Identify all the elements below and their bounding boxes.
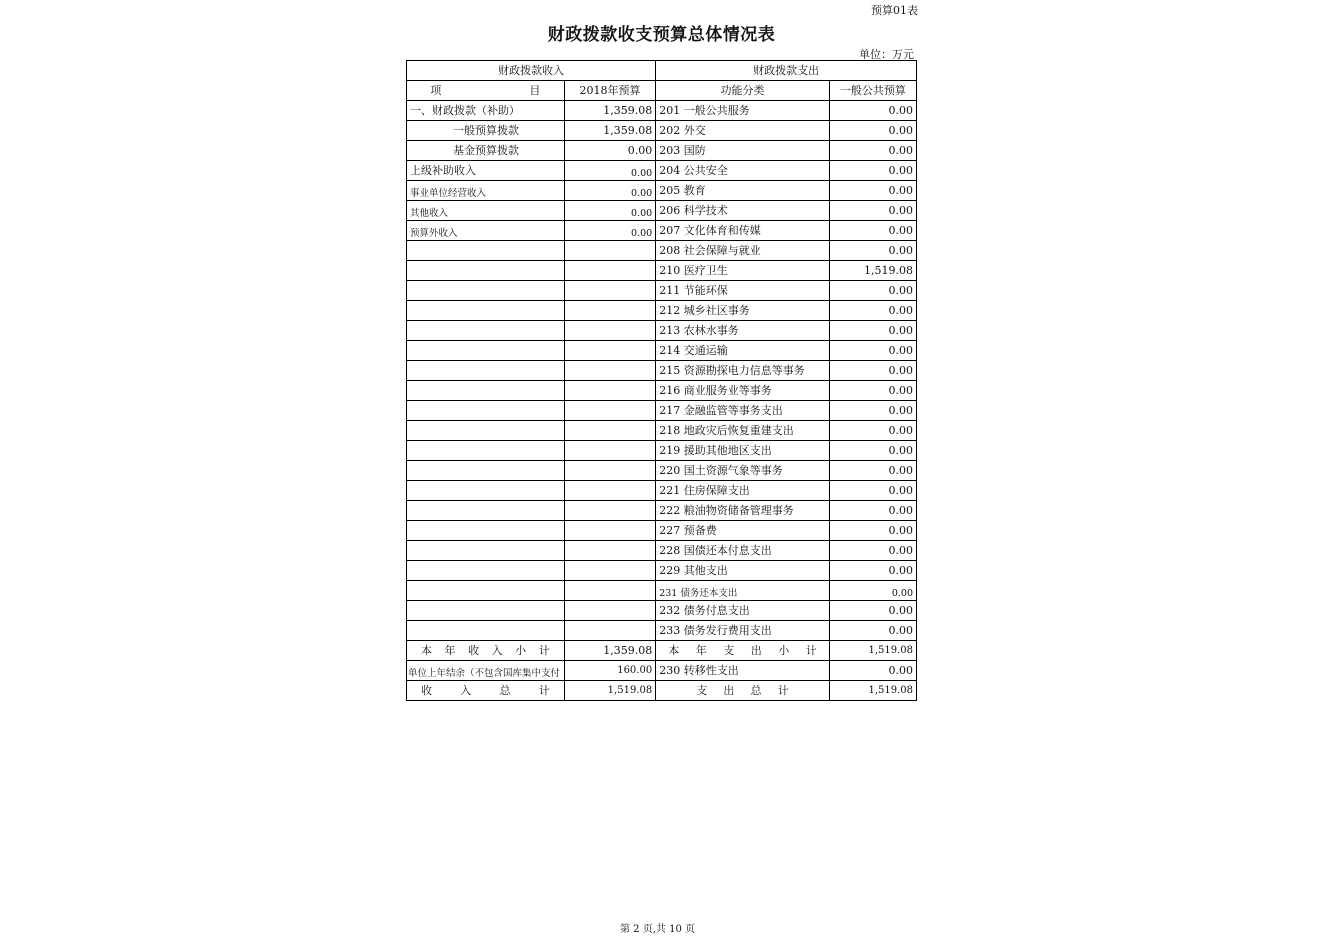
expense-func-cell: 228 国债还本付息支出: [656, 541, 830, 561]
carryover-row: [407, 661, 917, 681]
expense-func-cell: 202 外交: [656, 121, 830, 141]
income-item-cell: [407, 561, 565, 581]
income-item-cell: [407, 341, 565, 361]
expense-func-cell: 214 交通运输: [656, 341, 830, 361]
table-row: [407, 281, 917, 301]
expense-value-cell: 0.00: [829, 121, 916, 141]
income-item-cell: 预算外收入: [407, 221, 565, 241]
expense-func-cell: 233 债务发行费用支出: [656, 621, 830, 641]
expense-func-cell: 204 公共安全: [656, 161, 830, 181]
income-item-cell: [407, 441, 565, 461]
expense-value-cell: 0.00: [829, 141, 916, 161]
income-amount-cell: [564, 361, 655, 381]
income-amount-cell: 1,359.08: [564, 101, 655, 121]
table-row: [407, 521, 917, 541]
expense-value-cell: 0.00: [829, 161, 916, 181]
income-item-cell: [407, 381, 565, 401]
income-amount-cell: [564, 561, 655, 581]
income-amount-cell: [564, 321, 655, 341]
income-amount-cell: [564, 421, 655, 441]
table-row: [407, 361, 917, 381]
expense-func-cell: 216 商业服务业等事务: [656, 381, 830, 401]
income-item-cell: 一、财政拨款（补助）: [407, 101, 565, 121]
page-title: 财政拨款收支预算总体情况表: [547, 25, 776, 45]
expense-value-cell: 0.00: [829, 301, 916, 321]
table-row: [407, 561, 917, 581]
income-amount-cell: [564, 381, 655, 401]
income-subtotal-value: 1,359.08: [564, 641, 655, 661]
expense-value-cell: 0.00: [829, 281, 916, 301]
expense-value-cell: 0.00: [829, 201, 916, 221]
table-row: [407, 181, 917, 201]
expense-value-cell: 0.00: [829, 401, 916, 421]
income-amount-cell: 0.00: [564, 181, 655, 201]
table-row: [407, 501, 917, 521]
income-amount-cell: 0.00: [564, 221, 655, 241]
income-subtotal-label: 本年收入小计: [407, 641, 565, 661]
expense-header: 财政拨款支出: [656, 61, 917, 81]
table-row: [407, 581, 917, 601]
income-item-cell: [407, 541, 565, 561]
income-amount-cell: [564, 241, 655, 261]
income-item-cell: [407, 241, 565, 261]
income-amount-cell: 0.00: [564, 201, 655, 221]
income-item-cell: [407, 421, 565, 441]
expense-func-cell: 232 债务付息支出: [656, 601, 830, 621]
transfer-expense-value: 0.00: [829, 661, 916, 681]
income-amount-cell: [564, 541, 655, 561]
expense-func-cell: 201 一般公共服务: [656, 101, 830, 121]
income-item-cell: [407, 321, 565, 341]
income-item-cell: [407, 481, 565, 501]
page-footer: 第 2 页,共 10 页: [620, 924, 695, 935]
income-item-cell: 基金预算拨款: [407, 141, 565, 161]
expense-func-cell: 211 节能环保: [656, 281, 830, 301]
expense-func-cell: 229 其他支出: [656, 561, 830, 581]
unit-label: 单位：万元: [859, 48, 914, 61]
table-row: [407, 261, 917, 281]
table-row: [407, 541, 917, 561]
income-amount-cell: [564, 621, 655, 641]
income-item-cell: 事业单位经营收入: [407, 181, 565, 201]
expense-subtotal-label: 本年支出小计: [656, 641, 830, 661]
income-amount-cell: [564, 301, 655, 321]
income-amount-cell: 0.00: [564, 141, 655, 161]
form-number: 预算01表: [871, 4, 918, 17]
income-amount-cell: [564, 481, 655, 501]
table-row: [407, 121, 917, 141]
table-row: [407, 621, 917, 641]
income-item-cell: [407, 461, 565, 481]
income-item-cell: [407, 581, 565, 601]
expense-func-cell: 208 社会保障与就业: [656, 241, 830, 261]
expense-func-cell: 231 债务还本支出: [656, 581, 830, 601]
expense-value-cell: 0.00: [829, 221, 916, 241]
income-item-cell: [407, 261, 565, 281]
expense-func-cell: 213 农林水事务: [656, 321, 830, 341]
general-budget-header: 一般公共预算: [829, 81, 916, 101]
income-item-cell: 上级补助收入: [407, 161, 565, 181]
expense-value-cell: 0.00: [829, 341, 916, 361]
expense-value-cell: 0.00: [829, 481, 916, 501]
transfer-expense-label: 230 转移性支出: [656, 661, 830, 681]
expense-total-label: 支出总计: [656, 681, 830, 701]
expense-func-cell: 217 金融监管等事务支出: [656, 401, 830, 421]
income-item-cell: [407, 501, 565, 521]
expense-func-cell: 206 科学技术: [656, 201, 830, 221]
table-row: [407, 141, 917, 161]
expense-value-cell: 0.00: [829, 561, 916, 581]
expense-value-cell: 0.00: [829, 541, 916, 561]
expense-value-cell: 0.00: [829, 421, 916, 441]
expense-value-cell: 0.00: [829, 101, 916, 121]
carryover-value: 160.00: [564, 661, 655, 681]
item-header: 项 目: [407, 81, 565, 101]
expense-func-cell: 218 地政灾后恢复重建支出: [656, 421, 830, 441]
income-item-cell: 一般预算拨款: [407, 121, 565, 141]
table-row: [407, 421, 917, 441]
table-row: [407, 601, 917, 621]
income-item-cell: [407, 401, 565, 421]
table-row: [407, 401, 917, 421]
income-item-cell: [407, 621, 565, 641]
expense-func-cell: 222 粮油物资储备管理事务: [656, 501, 830, 521]
income-amount-cell: [564, 501, 655, 521]
total-row: [407, 681, 917, 701]
expense-func-cell: 203 国防: [656, 141, 830, 161]
expense-func-cell: 219 援助其他地区支出: [656, 441, 830, 461]
income-amount-cell: [564, 261, 655, 281]
expense-total-value: 1,519.08: [829, 681, 916, 701]
table-row: [407, 481, 917, 501]
table-row: [407, 441, 917, 461]
income-amount-cell: 0.00: [564, 161, 655, 181]
expense-func-cell: 205 教育: [656, 181, 830, 201]
budget-table: [406, 60, 917, 701]
expense-value-cell: 0.00: [829, 361, 916, 381]
expense-func-cell: 212 城乡社区事务: [656, 301, 830, 321]
expense-func-cell: 207 文化体育和传媒: [656, 221, 830, 241]
income-item-cell: [407, 521, 565, 541]
income-amount-cell: [564, 521, 655, 541]
expense-func-cell: 220 国土资源气象等事务: [656, 461, 830, 481]
expense-value-cell: 0.00: [829, 601, 916, 621]
income-amount-cell: [564, 401, 655, 421]
income-amount-cell: [564, 281, 655, 301]
income-total-label: 收入总计: [407, 681, 565, 701]
expense-value-cell: 1,519.08: [829, 261, 916, 281]
table-row: [407, 221, 917, 241]
table-row: [407, 461, 917, 481]
expense-value-cell: 0.00: [829, 381, 916, 401]
subtotal-row: [407, 641, 917, 661]
table-row: [407, 201, 917, 221]
expense-value-cell: 0.00: [829, 621, 916, 641]
table-row: [407, 381, 917, 401]
income-amount-cell: [564, 341, 655, 361]
header-row-2: [407, 81, 917, 101]
expense-value-cell: 0.00: [829, 461, 916, 481]
expense-func-cell: 221 住房保障支出: [656, 481, 830, 501]
expense-value-cell: 0.00: [829, 321, 916, 341]
income-item-cell: [407, 301, 565, 321]
table-row: [407, 341, 917, 361]
income-total-value: 1,519.08: [564, 681, 655, 701]
expense-func-cell: 227 预备费: [656, 521, 830, 541]
income-amount-cell: [564, 581, 655, 601]
income-item-cell: 其他收入: [407, 201, 565, 221]
func-class-header: 功能分类: [656, 81, 830, 101]
expense-value-cell: 0.00: [829, 501, 916, 521]
expense-value-cell: 0.00: [829, 521, 916, 541]
table-row: [407, 321, 917, 341]
income-item-cell: [407, 601, 565, 621]
income-item-cell: [407, 281, 565, 301]
carryover-label: 单位上年结余（不包含国库集中支付: [407, 661, 565, 681]
expense-value-cell: 0.00: [829, 241, 916, 261]
income-amount-cell: [564, 461, 655, 481]
income-amount-cell: [564, 601, 655, 621]
expense-value-cell: 0.00: [829, 581, 916, 601]
income-amount-cell: [564, 441, 655, 461]
table-row: [407, 101, 917, 121]
table-row: [407, 241, 917, 261]
expense-subtotal-value: 1,519.08: [829, 641, 916, 661]
table-row: [407, 301, 917, 321]
income-item-cell: [407, 361, 565, 381]
budget-2018-header: 2018年预算: [564, 81, 655, 101]
table-row: [407, 161, 917, 181]
expense-func-cell: 210 医疗卫生: [656, 261, 830, 281]
expense-value-cell: 0.00: [829, 181, 916, 201]
expense-func-cell: 215 资源勘探电力信息等事务: [656, 361, 830, 381]
header-row-1: [407, 61, 917, 81]
income-amount-cell: 1,359.08: [564, 121, 655, 141]
income-header: 财政拨款收入: [407, 61, 656, 81]
expense-value-cell: 0.00: [829, 441, 916, 461]
